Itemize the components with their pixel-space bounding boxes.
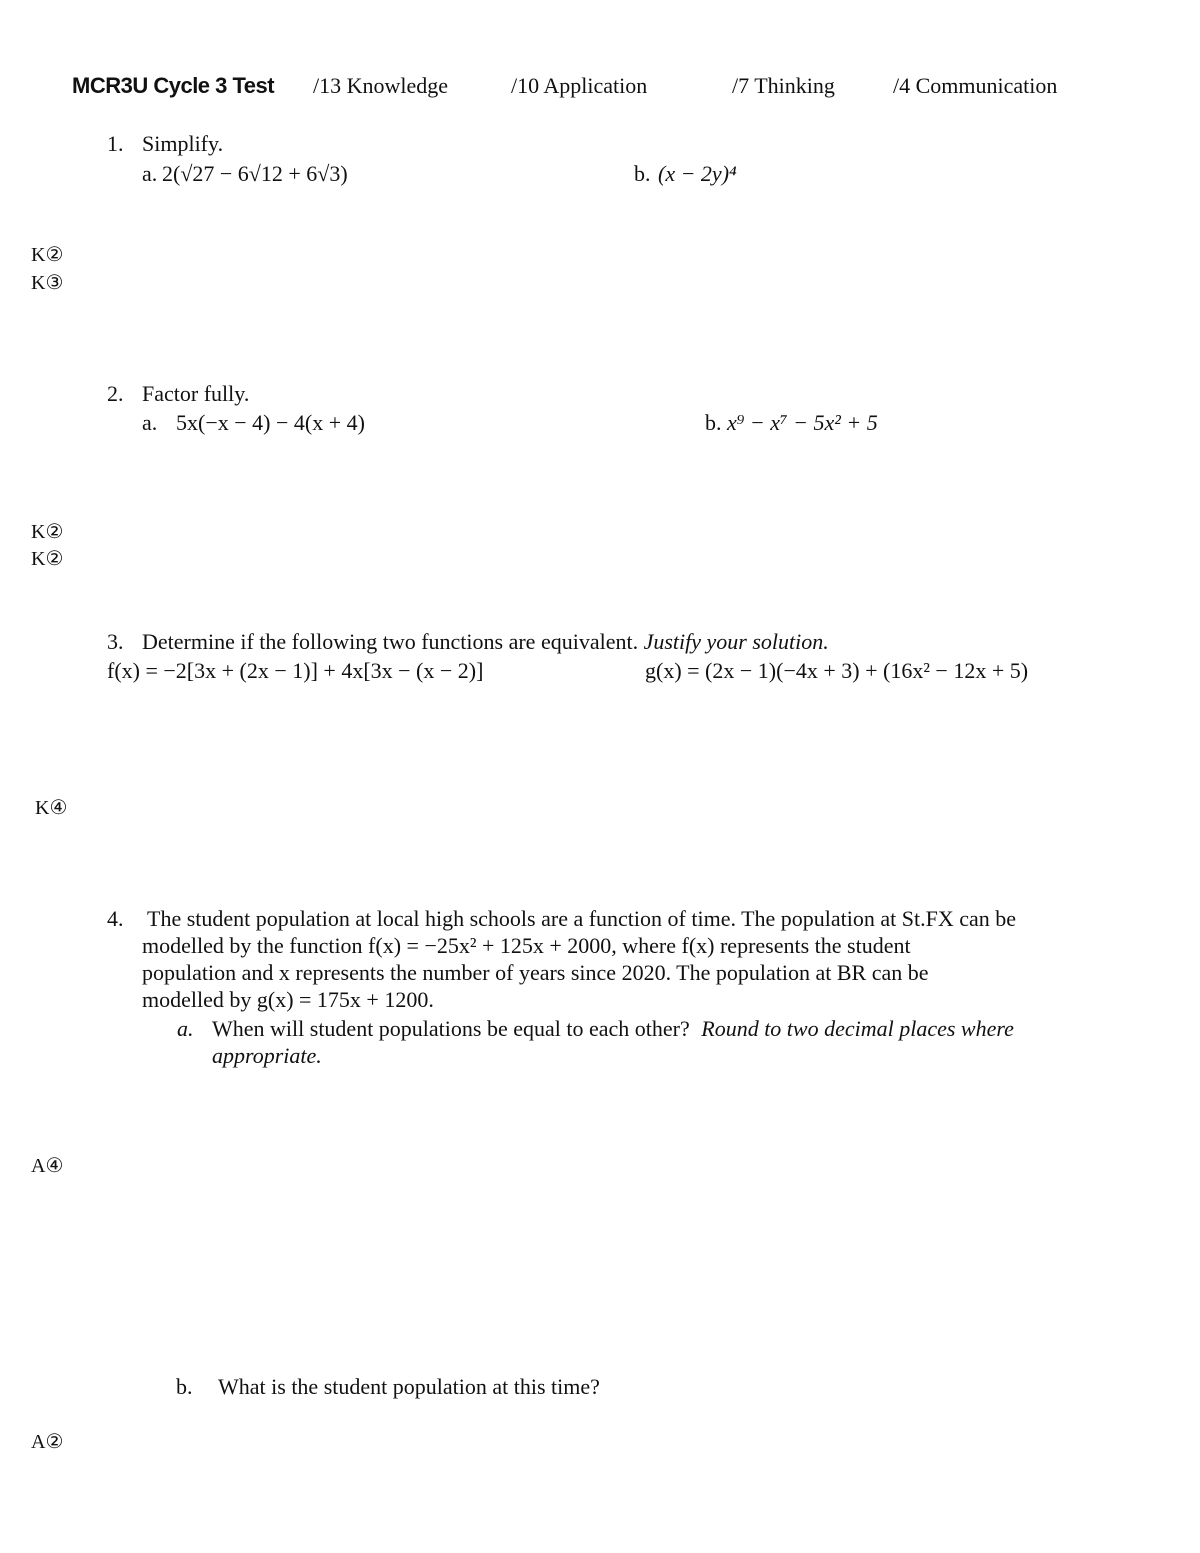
q1b-label: b. — [634, 161, 651, 186]
q4a-italic-2: appropriate. — [212, 1043, 322, 1068]
q4a-question — [212, 1015, 1014, 1043]
q4a-italic-1: Round to two decimal places where — [701, 1016, 1014, 1041]
q2a-expression: 5x(−x − 4) − 4(x + 4) — [176, 410, 365, 435]
q2b-label: b. — [705, 410, 722, 435]
q3-number: 3. — [107, 629, 124, 654]
q1a-label: a. — [142, 161, 158, 186]
margin-mark: K③ — [31, 272, 64, 294]
q2b-expression: x⁹ − x⁷ − 5x² + 5 — [727, 410, 878, 435]
q2a-label: a. — [142, 410, 158, 435]
margin-mark: K④ — [35, 797, 68, 819]
q4a-text: When will student populations be equal to each other? — [212, 1016, 690, 1041]
q3-prompt-text: Determine if the following two functions are equivalent. — [142, 629, 639, 654]
q4a-label: a. — [177, 1016, 194, 1041]
knowledge-score: /13 Knowledge — [313, 73, 449, 98]
test-title: MCR3U Cycle 3 Test — [72, 73, 275, 98]
q4-line-2: modelled by the function f(x) = −25x² + 125x + 2000, where f(x) represents the student — [142, 933, 911, 958]
q2-prompt: Factor fully. — [142, 381, 250, 406]
q4-line-4: modelled by g(x) = 175x + 1200. — [142, 987, 434, 1012]
q1a-expression: 2(√27 − 6√12 + 6√3) — [162, 161, 348, 186]
margin-mark: K② — [31, 244, 64, 266]
q2-number: 2. — [107, 381, 124, 406]
application-score: /10 Application — [511, 73, 648, 98]
margin-mark: A④ — [31, 1155, 64, 1177]
q3-g-expression: g(x) = (2x − 1)(−4x + 3) + (16x² − 12x + 5) — [645, 658, 1029, 683]
q4b-question: What is the student population at this time? — [218, 1374, 600, 1399]
margin-mark: K② — [31, 548, 64, 570]
margin-mark: K② — [31, 521, 64, 543]
q3-f-expression: f(x) = −2[3x + (2x − 1)] + 4x[3x − (x − 2)] — [107, 658, 484, 683]
q4-line-1: The student population at local high schools are a function of time. The population at St.FX can be — [147, 906, 1017, 931]
q1b-expression: (x − 2y)⁴ — [658, 161, 737, 186]
q4b-label: b. — [176, 1374, 193, 1399]
q1-prompt: Simplify. — [142, 131, 224, 156]
q4-number: 4. — [107, 906, 124, 931]
thinking-score: /7 Thinking — [732, 73, 835, 98]
q4-line-3: population and x represents the number of years since 2020. The population at BR can be — [142, 960, 929, 985]
q1-number: 1. — [107, 131, 124, 156]
q3-prompt-italic: Justify your solution. — [643, 629, 829, 654]
communication-score: /4 Communication — [893, 73, 1058, 98]
q3-prompt — [142, 628, 829, 656]
margin-mark: A② — [31, 1431, 64, 1453]
